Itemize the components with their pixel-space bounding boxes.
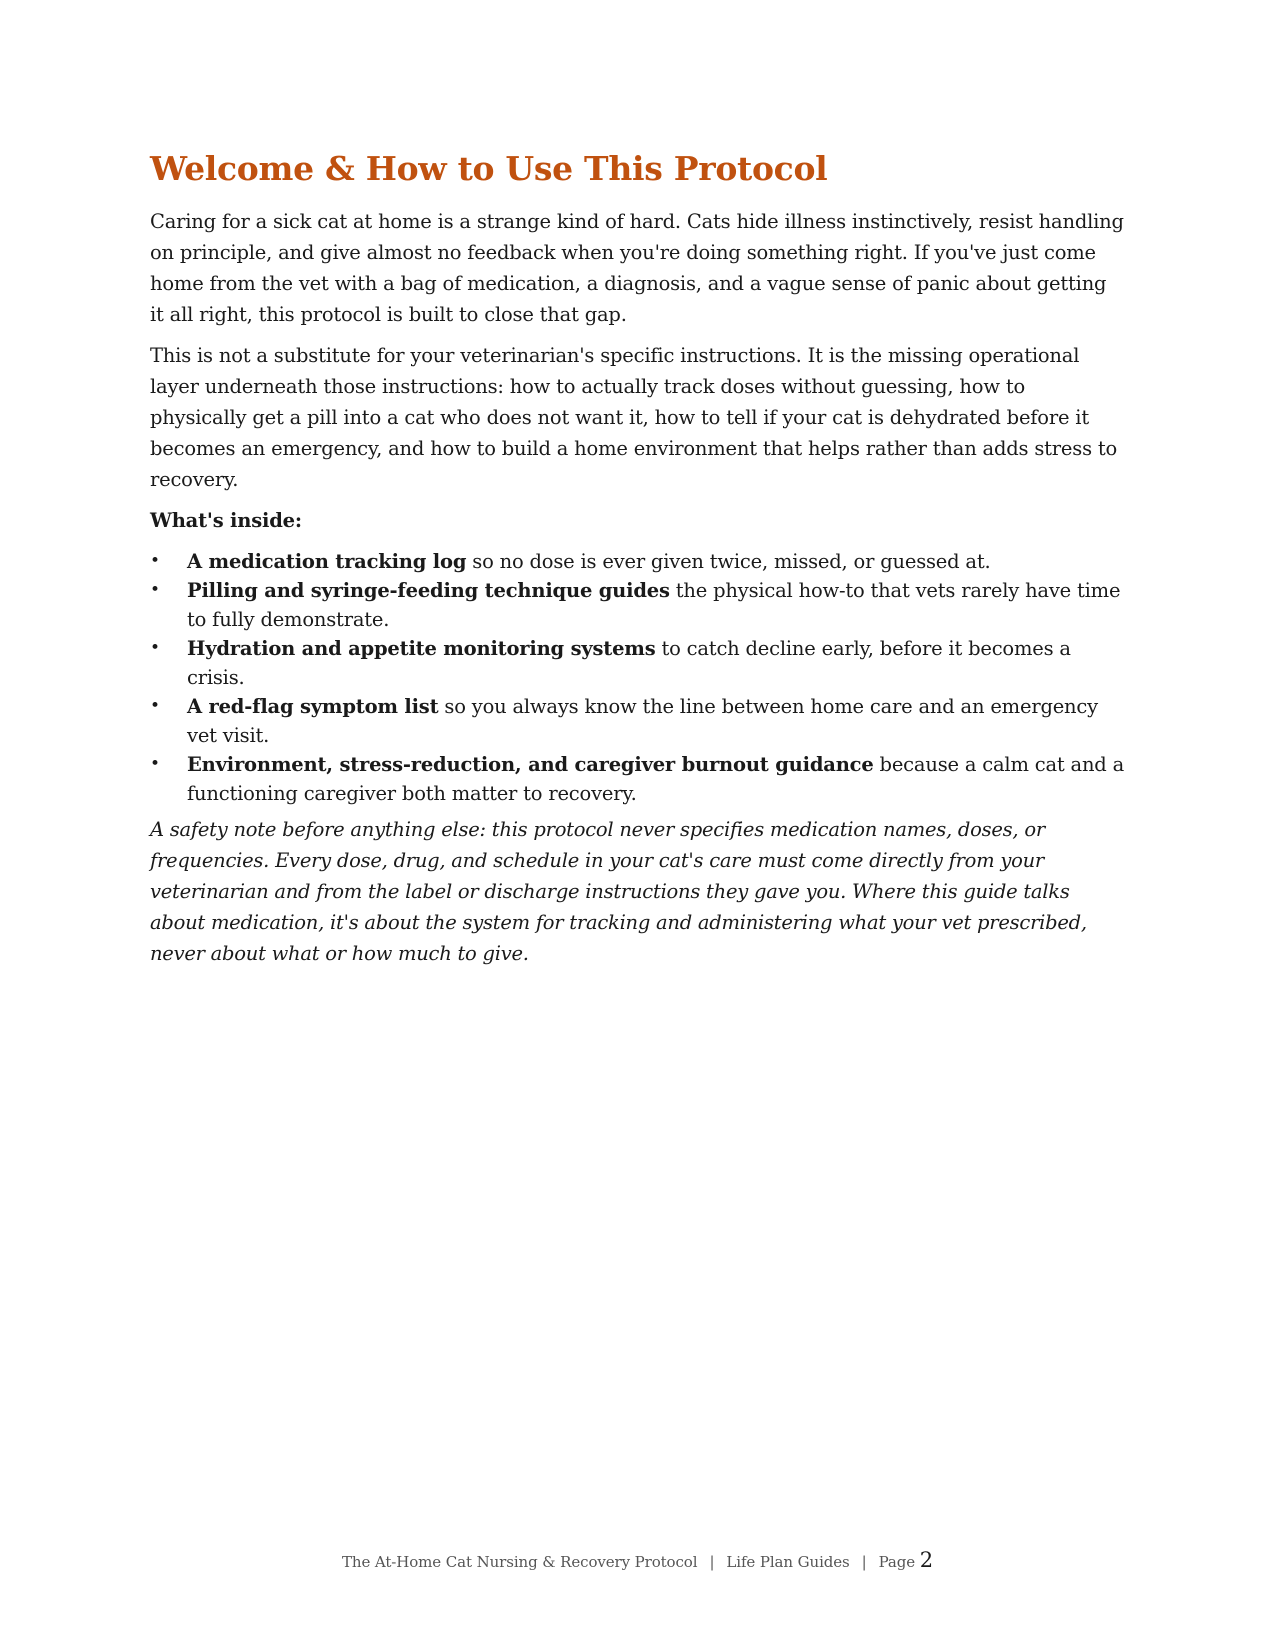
item-lead: A red-flag symptom list bbox=[187, 695, 439, 718]
item-lead: A medication tracking log bbox=[187, 550, 467, 573]
list-item bbox=[150, 547, 1125, 576]
disclaimer-paragraph: This is not a substitute for your veterinarian's specific instructions. It is the missing operational layer underneath those instructions: how to actually track doses without guessing, how to physically get a pill into a cat who does not want it, how to tell if your cat is dehydrated before it becomes an emergency, and how to build a home environment that helps rather than adds stress to recovery. bbox=[150, 344, 1118, 491]
page-footer bbox=[0, 1548, 1275, 1572]
item-text: so no dose is ever given twice, missed, or guessed at. bbox=[466, 550, 991, 573]
item-lead: Pilling and syringe-feeding technique guides bbox=[187, 579, 670, 602]
footer-page-number: 2 bbox=[919, 1548, 933, 1572]
list-item bbox=[150, 750, 1125, 808]
footer-separator: | bbox=[861, 1553, 867, 1571]
list-item bbox=[150, 576, 1125, 634]
footer-brand: Life Plan Guides bbox=[726, 1553, 850, 1571]
feature-list bbox=[150, 547, 1125, 808]
bullet-icon: • bbox=[150, 580, 160, 600]
page-content bbox=[150, 148, 1125, 969]
whats-inside-heading: What's inside: bbox=[150, 509, 302, 532]
item-text: the physical how-to that vets rarely have time to fully demonstrate. bbox=[187, 579, 1121, 631]
item-text: because a calm cat and a functioning caregiver both matter to recovery. bbox=[187, 753, 1125, 805]
item-text: to catch decline early, before it becomes a crisis. bbox=[187, 637, 1071, 689]
list-item bbox=[150, 634, 1125, 692]
bullet-icon: • bbox=[150, 551, 160, 571]
item-text: so you always know the line between home care and an emergency vet visit. bbox=[187, 695, 1098, 747]
bullet-icon: • bbox=[150, 638, 160, 658]
bullet-icon: • bbox=[150, 754, 160, 774]
footer-page-label: Page bbox=[878, 1553, 916, 1571]
list-item bbox=[150, 692, 1125, 750]
bullet-icon: • bbox=[150, 696, 160, 716]
intro-paragraph: Caring for a sick cat at home is a strange kind of hard. Cats hide illness instinctively, resist handling on principle, and give almost no feedback when you're doing something right. If you've just come home from the vet with a bag of medication, a diagnosis, and a vague sense of panic about getting it all right, this protocol is built to close that gap. bbox=[150, 210, 1124, 326]
item-lead: Environment, stress-reduction, and caregiver burnout guidance bbox=[187, 753, 874, 776]
item-lead: Hydration and appetite monitoring systems bbox=[187, 637, 656, 660]
safety-note: A safety note before anything else: this protocol never specifies medication names, doses, or frequencies. Every dose, drug, and schedule in your cat's care must come directly from your veterinarian and from the label or discharge instructions they gave you. Where this guide talks about medication, it's about the system for tracking and administering what your vet prescribed, never about what or how much to give. bbox=[150, 818, 1087, 965]
section-title: Welcome & How to Use This Protocol bbox=[150, 149, 828, 188]
footer-separator: | bbox=[709, 1553, 715, 1571]
footer-guide-title: The At-Home Cat Nursing & Recovery Protocol bbox=[342, 1553, 698, 1571]
